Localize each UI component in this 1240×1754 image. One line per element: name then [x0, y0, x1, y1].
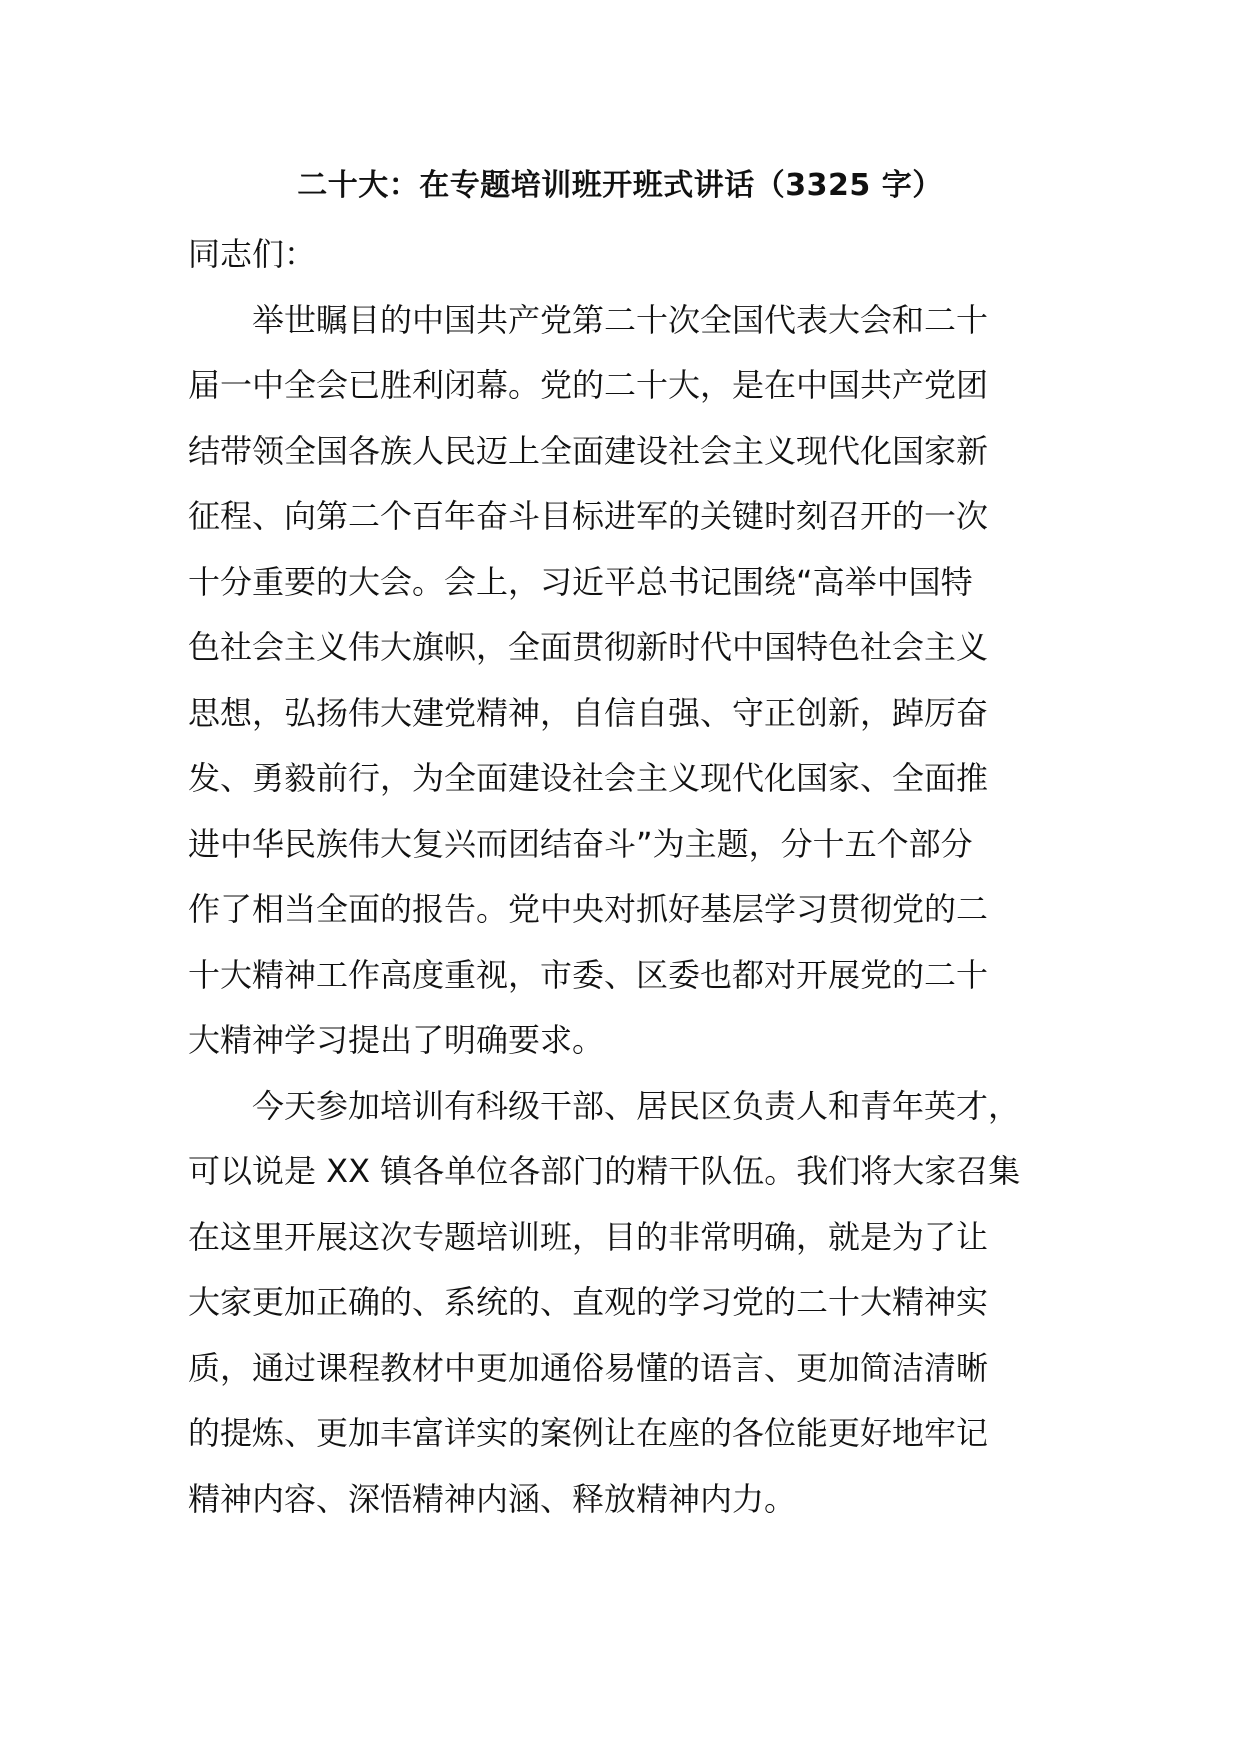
paragraph-line: 十大精神工作高度重视，市委、区委也都对开展党的二十	[188, 955, 989, 994]
paragraph-line: 发、勇毅前行，为全面建设社会主义现代化国家、全面推	[188, 759, 989, 797]
paragraph-line: 进中华民族伟大复兴而团结奋斗”为主题，分十五个部分	[188, 824, 973, 863]
paragraph-line: 思想，弘扬伟大建党精神，自信自强、守正创新，踔厉奋	[188, 693, 989, 732]
paragraph-line: 征程、向第二个百年奋斗目标进军的关键时刻召开的一次	[188, 497, 989, 535]
paragraph-line: 大精神学习提出了明确要求。	[188, 1021, 605, 1059]
paragraph-line: 精神内容、深悟精神内涵、释放精神内力。	[188, 1479, 797, 1518]
paragraph-1	[188, 288, 1068, 1074]
paragraph-line: 举世瞩目的中国共产党第二十次全国代表大会和二十	[252, 300, 989, 339]
paragraph-line: 届一中全会已胜利闭幕。党的二十大，是在中国共产党团	[188, 366, 989, 404]
paragraph-2	[188, 1074, 1068, 1533]
paragraph-line: 大家更加正确的、系统的、直观的学习党的二十大精神实	[188, 1283, 989, 1321]
paragraph-line: 色社会主义伟大旗帜，全面贯彻新时代中国特色社会主义	[188, 628, 989, 666]
document-title: 二十大：在专题培训班开班式讲话（3325 字）	[297, 168, 943, 203]
paragraph-line: 在这里开展这次专题培训班，目的非常明确，就是为了让	[188, 1217, 989, 1256]
paragraph-line: 作了相当全面的报告。党中央对抓好基层学习贯彻党的二	[188, 890, 989, 928]
paragraph-line: 可以说是 XX 镇各单位各部门的精干队伍。我们将大家召集	[188, 1152, 1021, 1190]
paragraph-line: 质，通过课程教材中更加通俗易懂的语言、更加简洁清晰	[188, 1348, 989, 1387]
paragraph-line: 十分重要的大会。会上，习近平总书记围绕“高举中国特	[188, 562, 973, 601]
paragraph-line: 今天参加培训有科级干部、居民区负责人和青年英才，	[252, 1086, 1021, 1125]
paragraph-line: 结带领全国各族人民迈上全面建设社会主义现代化国家新	[188, 431, 989, 470]
salutation: 同志们：	[188, 235, 317, 273]
paragraph-line: 的提炼、更加丰富详实的案例让在座的各位能更好地牢记	[188, 1414, 989, 1452]
document-body	[188, 222, 1068, 1532]
